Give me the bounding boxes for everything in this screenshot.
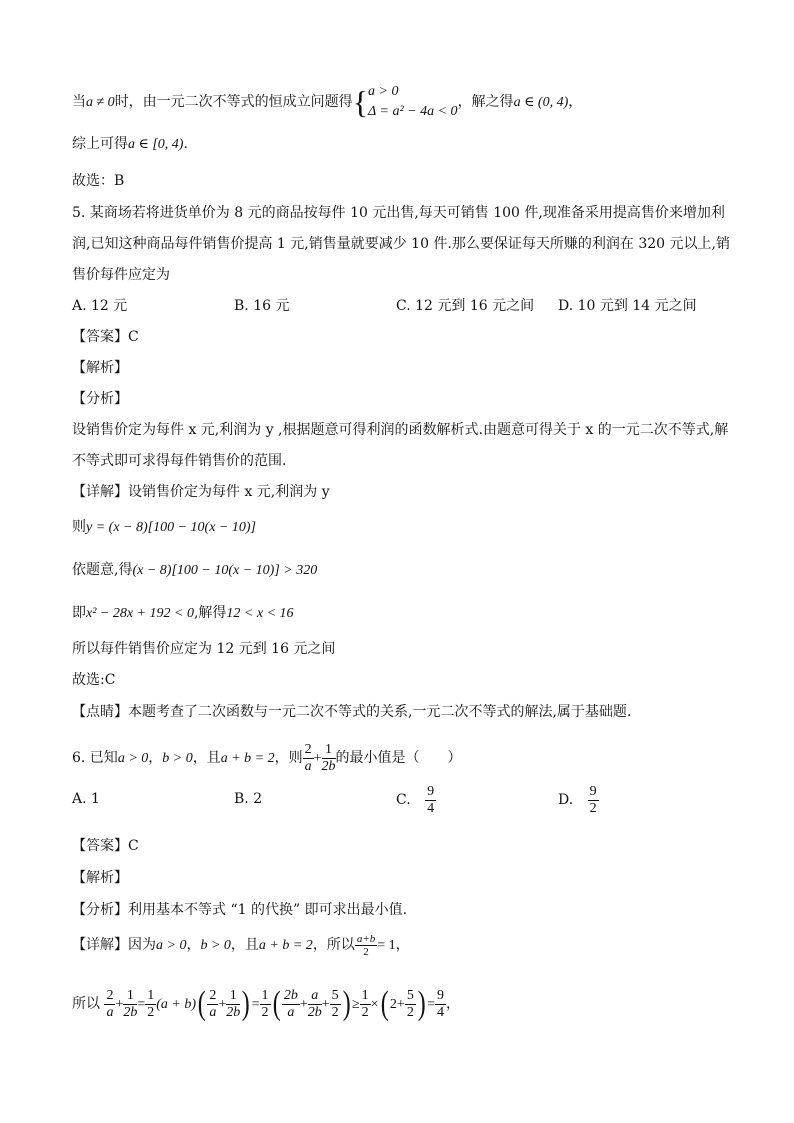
analysis-line: 【分析】利用基本不等式 “1 的代换” 即可求出最小值. bbox=[72, 902, 408, 918]
fraction: $\frac{a+b}{2}$ bbox=[356, 932, 376, 958]
text: 6. 已知 bbox=[72, 750, 118, 766]
text-line bbox=[72, 82, 582, 122]
option-d bbox=[558, 780, 599, 820]
detail-line: 【详解】设销售价定为每件 x 元,利润为 y bbox=[72, 484, 330, 500]
option-b: B. 2 bbox=[234, 791, 263, 807]
analysis-label: 【解析】 bbox=[72, 870, 128, 886]
system-row: Δ = a² − 4a < 0 bbox=[368, 104, 458, 119]
text: 则 bbox=[72, 519, 86, 535]
fraction: $\frac{9}{4}$ bbox=[427, 783, 435, 816]
text: 的最小值是（ ） bbox=[335, 750, 462, 766]
text: ， bbox=[148, 750, 163, 766]
text-line bbox=[72, 134, 188, 155]
paren: ) bbox=[342, 985, 351, 1022]
detail-line: 所以 $\frac{2}{a}$ + $\frac{1}{2b}$ = $\frac{1}{2}$ (a + b)( $\frac{2}{a}$ + $\frac{1}{2b}$ ) = $\frac{1}{2}$ ( $\frac{2b}{a}$ + $\frac{a}{2b}$ + $\frac{5}{2}$ ) ≥ $\frac{1}{2}$ ×( 2+ $\frac{5}{2}$ ) = $\frac{9}{4}$ ， bbox=[72, 982, 460, 1027]
text: 综上可得 bbox=[72, 136, 128, 152]
text: 依题意,得 bbox=[72, 562, 133, 578]
math-inline: a ∈ [0, 4) bbox=[128, 137, 184, 152]
detail-line: 故选:C bbox=[72, 672, 116, 688]
option-c: C. 12 元到 16 元之间 bbox=[396, 298, 535, 314]
text: ， bbox=[186, 937, 201, 953]
math-inline: a + b = 2 bbox=[258, 938, 313, 953]
math-inline: a > 0 bbox=[156, 938, 187, 953]
text: ， bbox=[395, 937, 410, 953]
option-b: B. 16 元 bbox=[234, 298, 290, 314]
comment-line: 【点睛】本题考查了二次函数与一元二次不等式的关系,一元二次不等式的解法,属于基础题. bbox=[72, 704, 632, 720]
answer-label: 【答案】C bbox=[72, 838, 139, 854]
option-c bbox=[396, 780, 436, 820]
fraction: $\frac{9}{4}$ bbox=[437, 987, 445, 1020]
fraction: $\frac{1}{2}$ bbox=[147, 987, 155, 1020]
detail-line: 所以每件销售价应定为 12 元到 16 元之间 bbox=[72, 641, 336, 657]
system-row: a > 0 bbox=[368, 84, 399, 99]
text: ，且 bbox=[192, 750, 221, 766]
paren: ) bbox=[241, 985, 250, 1022]
text: ,解得 bbox=[193, 605, 227, 621]
option-a: A. 1 bbox=[72, 791, 100, 807]
detail-line bbox=[72, 928, 410, 963]
text: ， bbox=[446, 996, 461, 1012]
text: ，且 bbox=[230, 937, 259, 953]
fraction: $\frac{1}{2b}$ bbox=[123, 987, 138, 1020]
option-label: C. bbox=[396, 792, 411, 808]
option-d: D. 10 元到 14 元之间 bbox=[558, 298, 697, 314]
detail-line bbox=[72, 517, 256, 538]
math-inline: 12 < x < 16 bbox=[226, 606, 294, 621]
fraction: $\frac{5}{2}$ bbox=[331, 987, 339, 1020]
fraction: $\frac{1}{2b}$ bbox=[321, 741, 336, 774]
text: 即 bbox=[72, 605, 86, 621]
fraction: $\frac{a}{2b}$ bbox=[307, 987, 322, 1020]
fraction: $\frac{2}{a}$ bbox=[304, 741, 312, 774]
paren: ( bbox=[197, 985, 206, 1022]
detail-line bbox=[72, 603, 294, 624]
text: ，则 bbox=[274, 750, 303, 766]
math-inline: b > 0 bbox=[162, 751, 193, 766]
analysis-label: 【解析】 bbox=[72, 360, 128, 376]
text: 【详解】因为 bbox=[72, 937, 156, 953]
answer-label: 【答案】C bbox=[72, 329, 139, 345]
math-inline: = 1 bbox=[377, 938, 396, 953]
text: ，所以 bbox=[312, 937, 355, 953]
option-a: A. 12 元 bbox=[72, 298, 128, 314]
fraction: $\frac{9}{2}$ bbox=[589, 783, 597, 816]
fraction: $\frac{1}{2}$ bbox=[361, 987, 369, 1020]
question-5-line: 润,已知这种商品每件销售价提高 1 元,销售量就要减少 10 件.那么要保证每天所赚的利润在 320 元以上,销 bbox=[72, 236, 730, 252]
text-line: 故选：B bbox=[72, 173, 125, 189]
question-5-line: 售价每件应定为 bbox=[72, 267, 170, 283]
text: ， bbox=[568, 94, 583, 110]
text: . bbox=[183, 136, 188, 152]
math-inline: y = (x − 8)[100 − 10(x − 10)] bbox=[86, 520, 256, 535]
text: 当 bbox=[72, 94, 86, 110]
fraction: $\frac{2b}{a}$ bbox=[283, 987, 298, 1020]
detail-line bbox=[72, 560, 317, 581]
math-inline: (x − 8)[100 − 10(x − 10)] > 320 bbox=[132, 563, 318, 578]
fraction: $\frac{5}{2}$ bbox=[406, 987, 414, 1020]
analysis-line: 不等式即可求得每件销售价的范围. bbox=[72, 453, 287, 469]
text: 时，由一元二次不等式的恒成立问题得 bbox=[114, 94, 353, 110]
math-inline: a > 0 bbox=[117, 751, 149, 766]
math-inline: x² − 28x + 192 < 0 bbox=[86, 606, 194, 621]
math-inline: a ≠ 0 bbox=[86, 95, 115, 110]
brace: { bbox=[352, 84, 369, 120]
fraction: $\frac{1}{2}$ bbox=[261, 987, 269, 1020]
fraction: $\frac{2}{a}$ bbox=[106, 987, 114, 1020]
fraction: $\frac{2}{a}$ bbox=[209, 987, 217, 1020]
paren: ) bbox=[417, 985, 426, 1022]
analysis-heading: 【分析】 bbox=[72, 391, 128, 407]
paren: ( bbox=[272, 985, 281, 1022]
text: ，解之得 bbox=[457, 94, 514, 110]
paren: ( bbox=[380, 985, 389, 1022]
math-inline: a ∈ (0, 4) bbox=[513, 95, 569, 110]
question-6-line: 6. 已知a > 0，b > 0，且a + b = 2，则 $\frac{2}{a}$ + $\frac{1}{2b}$ 的最小值是（ ） bbox=[72, 741, 462, 774]
option-label: D. bbox=[558, 792, 574, 808]
fraction: $\frac{1}{2b}$ bbox=[226, 987, 241, 1020]
text: 所以 bbox=[72, 996, 100, 1012]
question-5-line: 5. 某商场若将进货单价为 8 元的商品按每件 10 元出售,每天可销售 100 件,现准备采用提高售价来增加利 bbox=[72, 205, 725, 221]
math-inline: a + b = 2 bbox=[220, 751, 275, 766]
inequality-system bbox=[368, 82, 458, 122]
math-inline: b > 0 bbox=[200, 938, 231, 953]
analysis-line: 设销售价定为每件 x 元,利润为 y ,根据题意可得利润的函数解析式.由题意可得关于 x 的一元二次不等式,解 bbox=[72, 422, 729, 438]
